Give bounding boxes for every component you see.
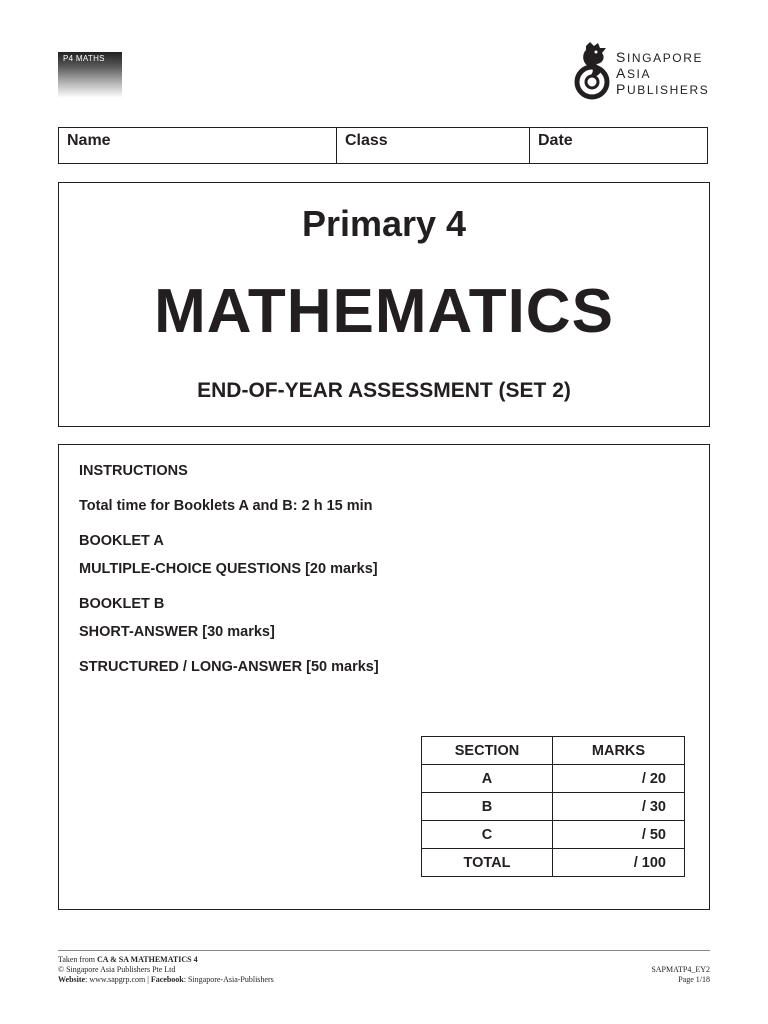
subject-tag — [58, 52, 122, 98]
structured-info: STRUCTURED / LONG-ANSWER [50 marks] — [79, 659, 379, 675]
table-row — [422, 793, 685, 821]
table-row — [422, 765, 685, 793]
publisher-logo — [572, 40, 722, 104]
section-cell: A — [422, 765, 553, 793]
marks-table — [421, 736, 685, 877]
student-info-bar — [58, 127, 708, 164]
publisher-rest-3: UBLISHERS — [626, 83, 710, 97]
date-label: Date — [538, 132, 573, 149]
name-label: Name — [67, 132, 111, 149]
website-value[interactable]: : www.sapgrp.com — [85, 975, 146, 984]
short-answer-info: SHORT-ANSWER [30 marks] — [79, 624, 275, 640]
level-title: Primary 4 — [301, 203, 467, 244]
title-box — [58, 182, 710, 427]
page-number: Page 1/18 — [678, 975, 710, 984]
footer-right — [651, 965, 710, 985]
total-time: Total time for Booklets A and B: 2 h 15 min — [79, 498, 373, 514]
section-cell: B — [422, 793, 553, 821]
subject-tag-label: P4 MATHS — [63, 54, 105, 63]
instructions-heading: INSTRUCTIONS — [79, 463, 188, 479]
mcq-info: MULTIPLE-CHOICE QUESTIONS [20 marks] — [79, 561, 378, 577]
copyright: © Singapore Asia Publishers Pte Ltd — [58, 965, 176, 974]
name-field[interactable] — [59, 128, 337, 163]
assessment-title: END-OF-YEAR ASSESSMENT (SET 2) — [197, 379, 571, 402]
marks-cell[interactable]: / 100 — [553, 849, 685, 877]
subject-title: MATHEMATICS — [154, 277, 614, 346]
table-row — [422, 821, 685, 849]
table-header-row — [422, 737, 685, 765]
marks-cell[interactable]: / 20 — [553, 765, 685, 793]
facebook-label: Facebook — [150, 975, 184, 984]
publisher-cap-p: P — [616, 81, 627, 97]
date-field[interactable] — [530, 128, 707, 163]
booklet-a: BOOKLET A — [79, 533, 164, 549]
facebook-value[interactable]: : Singapore-Asia-Publishers — [183, 975, 274, 984]
footer-divider — [58, 950, 710, 951]
class-field[interactable] — [337, 128, 530, 163]
instructions-box — [58, 444, 710, 910]
taken-from-label: Taken from — [58, 955, 95, 964]
marks-header: MARKS — [553, 737, 685, 765]
marks-cell[interactable]: / 30 — [553, 793, 685, 821]
publisher-rest-1: INGAPORE — [626, 51, 704, 65]
seahorse-logo-icon — [572, 40, 614, 102]
footer-left: Taken from CA & SA MATHEMATICS 4 © Singapore Asia Publishers Pte Ltd Website: www.sapgrp.com | Facebook: Singapore-Asia-Publishers — [58, 955, 274, 984]
document-code: SAPMATP4_EY2 — [651, 965, 710, 974]
publisher-rest-2: SIA — [626, 67, 652, 81]
section-cell: C — [422, 821, 553, 849]
marks-cell[interactable]: / 50 — [553, 821, 685, 849]
website-label: Website — [58, 975, 86, 984]
section-header: SECTION — [422, 737, 553, 765]
publisher-cap-a: A — [616, 65, 627, 81]
publisher-cap-s: S — [616, 49, 627, 65]
table-row — [422, 849, 685, 877]
booklet-b: BOOKLET B — [79, 596, 165, 612]
class-label: Class — [345, 132, 388, 149]
section-cell: TOTAL — [422, 849, 553, 877]
publisher-name — [616, 50, 709, 98]
taken-from-value: CA & SA MATHEMATICS 4 — [96, 955, 198, 964]
